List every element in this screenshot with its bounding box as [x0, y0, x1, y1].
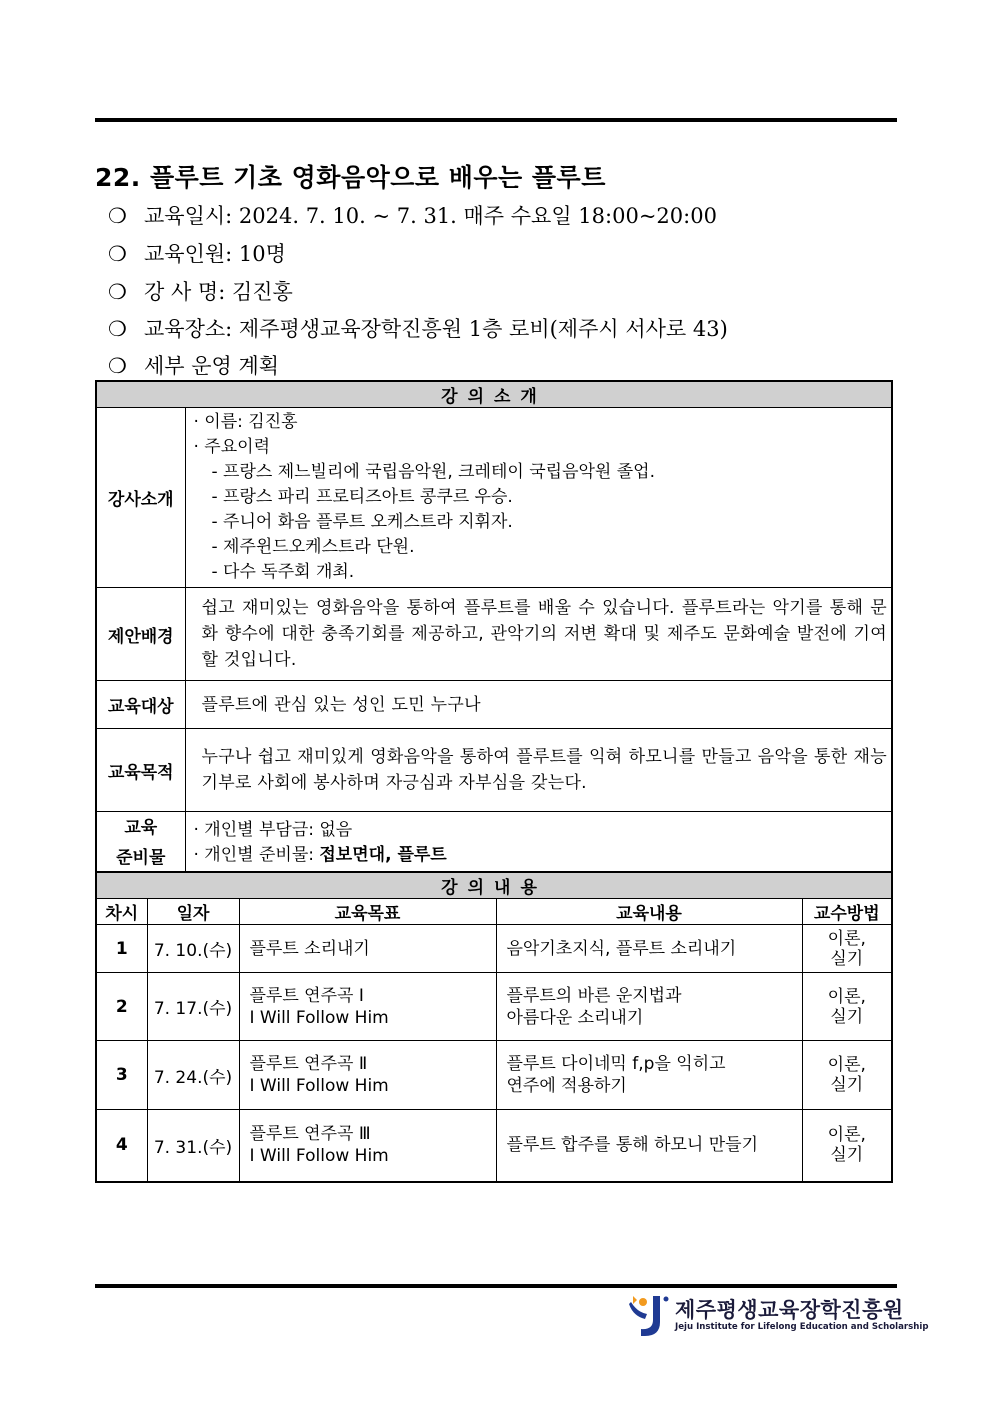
supplies-items-bold: 접보면대, 플루트	[319, 845, 447, 866]
session-content	[496, 973, 802, 1041]
method-line: 이론,	[827, 986, 866, 1007]
session-date: 7. 17.(수)	[147, 973, 239, 1041]
table-row	[96, 925, 892, 973]
col-head-content: 교육내용	[496, 899, 802, 925]
method-line: 실기	[830, 1075, 864, 1095]
session-method	[802, 1110, 892, 1182]
goal-cell	[185, 729, 892, 812]
goal-text: 누구나 쉽고 재미있게 영화음악을 통하여 플루트를 익혀 하모니를 만들고 음악을 통한 재능기부로 사회에 봉사하며 자긍심과 자부심을 갖는다.	[201, 747, 887, 793]
background-label: 제안배경	[96, 588, 185, 681]
info-text: 교육장소: 제주평생교육장학진흥원 1층 로비(제주시 서사로 43)	[144, 317, 728, 341]
method-line: 실기	[830, 1006, 864, 1027]
institute-emblem-icon	[627, 1292, 671, 1340]
table-row	[96, 1041, 892, 1110]
supplies-items-prefix: · 개인별 준비물:	[193, 845, 320, 866]
bottom-rule	[95, 1284, 897, 1288]
career-heading: · 주요이력	[193, 437, 270, 457]
bullet-icon: ❍	[108, 317, 127, 341]
session-goal	[239, 925, 496, 973]
info-text: 세부 운영 계획	[144, 354, 280, 378]
goal-line: 플루트 소리내기	[249, 938, 370, 959]
info-schedule	[108, 200, 717, 230]
target-text: 플루트에 관심 있는 성인 도민 누구나	[201, 694, 481, 715]
info-text: 교육일시: 2024. 7. 10. ~ 7. 31. 매주 수요일 18:00~20:00	[144, 204, 717, 228]
method-line: 이론,	[827, 1055, 866, 1075]
goal-line: I Will Follow Him	[249, 1076, 389, 1096]
session-method	[802, 925, 892, 973]
bullet-icon: ❍	[108, 242, 127, 266]
target-cell	[185, 681, 892, 729]
goal-line: 플루트 연주곡 Ⅲ	[249, 1124, 371, 1145]
session-content	[496, 1110, 802, 1182]
info-text: 교육인원: 10명	[144, 242, 286, 266]
bullet-icon: ❍	[108, 280, 127, 304]
session-number: 1	[96, 925, 147, 973]
col-head-goal: 교육목표	[239, 899, 496, 925]
institute-english-name: Jeju Institute for Lifelong Education and Scholarship	[675, 1322, 929, 1332]
session-method	[802, 1041, 892, 1110]
lecture-table	[95, 871, 893, 1183]
content-line: 음악기초지식, 플루트 소리내기	[506, 938, 737, 959]
instructor-name: · 이름: 김진홍	[193, 412, 298, 432]
col-head-session: 차시	[96, 899, 147, 925]
session-date: 7. 10.(수)	[147, 925, 239, 973]
session-method	[802, 973, 892, 1041]
content-line: 플루트 합주를 통해 하모니 만들기	[506, 1135, 759, 1156]
bullet-icon: ❍	[108, 204, 127, 228]
method-line: 이론,	[827, 928, 866, 949]
content-line: 아름다운 소리내기	[506, 1007, 644, 1028]
instructor-label: 강사소개	[96, 408, 185, 588]
top-rule	[95, 118, 897, 122]
method-line: 실기	[830, 948, 864, 969]
intro-table	[95, 380, 893, 877]
session-date: 7. 31.(수)	[147, 1110, 239, 1182]
career-item: - 다수 독주회 개최.	[211, 562, 355, 582]
method-line: 이론,	[827, 1125, 866, 1146]
session-number: 3	[96, 1041, 147, 1110]
target-label: 교육대상	[96, 681, 185, 729]
session-goal	[239, 1041, 496, 1110]
session-goal	[239, 973, 496, 1041]
career-item: - 주니어 화음 플루트 오케스트라 지휘자.	[211, 512, 513, 532]
session-number: 4	[96, 1110, 147, 1182]
supplies-items	[194, 843, 888, 868]
supplies-label	[96, 812, 185, 876]
table-row	[96, 973, 892, 1041]
info-location	[108, 313, 728, 343]
col-head-date: 일자	[147, 899, 239, 925]
institute-name: 제주평생교육장학진흥원	[675, 1298, 904, 1322]
content-line: 플루트의 바른 운지법과	[506, 985, 682, 1006]
supplies-label-line: 교육	[124, 818, 158, 839]
goal-line: I Will Follow Him	[249, 1146, 389, 1167]
info-capacity	[108, 238, 286, 268]
info-instructor	[108, 276, 293, 306]
session-content	[496, 1041, 802, 1110]
content-line: 연주에 적용하기	[506, 1076, 627, 1096]
lecture-header: 강의내용	[96, 872, 892, 899]
info-text: 강 사 명: 김진홍	[144, 280, 293, 304]
bullet-icon: ❍	[108, 354, 127, 378]
supplies-cost: · 개인별 부담금: 없음	[193, 820, 353, 841]
background-text: 쉽고 재미있는 영화음악을 통하여 플루트를 배울 수 있습니다. 플루트라는 악기를 통해 문화 향수에 대한 충족기회를 제공하고, 관악기의 저변 확대 및 제주도 문화예술 발전에 기여할 것입니다.	[201, 598, 887, 670]
background-cell	[185, 588, 892, 681]
instructor-cell	[185, 408, 892, 588]
career-item: - 제주윈드오케스트라 단원.	[211, 537, 415, 557]
content-line: 플루트 다이네믹 f,p을 익히고	[506, 1054, 726, 1074]
career-item: - 프랑스 파리 프로티즈아트 콩쿠르 우승.	[211, 487, 513, 507]
goal-label: 교육목적	[96, 729, 185, 812]
info-plan	[108, 350, 279, 380]
session-date: 7. 24.(수)	[147, 1041, 239, 1110]
table-row	[96, 1110, 892, 1182]
supplies-label-line: 준비물	[116, 848, 166, 869]
career-item: - 프랑스 제느빌리에 국립음악원, 크레테이 국립음악원 졸업.	[211, 462, 655, 482]
goal-line: I Will Follow Him	[249, 1007, 389, 1028]
goal-line: 플루트 연주곡 Ⅱ	[249, 1054, 368, 1074]
session-content	[496, 925, 802, 973]
session-goal	[239, 1110, 496, 1182]
session-number: 2	[96, 973, 147, 1041]
method-line: 실기	[830, 1145, 864, 1166]
intro-header: 강의소개	[96, 381, 892, 408]
col-head-method: 교수방법	[802, 899, 892, 925]
goal-line: 플루트 연주곡 Ⅰ	[249, 985, 364, 1006]
supplies-cell	[185, 812, 892, 876]
page-title: 22. 플루트 기초 영화음악으로 배우는 플루트	[95, 163, 606, 192]
institute-logo	[627, 1292, 929, 1340]
